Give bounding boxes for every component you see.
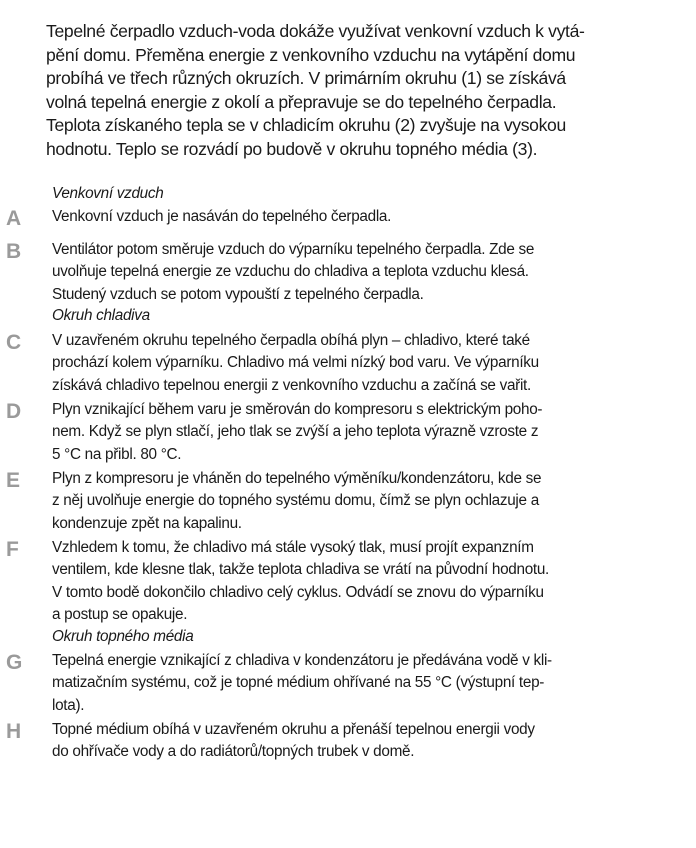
item-line: Ventilátor potom směruje vzduch do výparníku tepelného čerpadla. Zde se — [52, 241, 535, 258]
item-text — [52, 206, 682, 228]
item-line: prochází kolem výparníku. Chladivo má velmi nízký bod varu. Ve výparníku — [52, 354, 539, 372]
item-line: Topné médium obíhá v uzavřeném okruhu a přenáší tepelnou energii vody — [52, 721, 535, 738]
item-text — [52, 468, 682, 535]
intro-line: hodnotu. Teplo se rozvádí po budově v okruhu topného média (3). — [46, 138, 538, 159]
intro-line: Tepelné čerpadlo vzduch-voda dokáže využívat venkovní vzduch k vytá- — [46, 21, 585, 41]
item-line: z něj uvolňuje energie do topného systému domu, čímž se plyn ochlazuje a — [52, 492, 539, 510]
item-line: V uzavřeném okruhu tepelného čerpadla obíhá plyn – chladivo, které také — [52, 332, 530, 349]
item-text — [52, 650, 682, 717]
intro-line: probíhá ve třech různých okruzích. V primárním okruhu (1) se získává — [46, 68, 566, 88]
item-line: nem. Když se plyn stlačí, jeho tlak se zvýší a jeho teplota výrazně vzroste z — [52, 423, 539, 441]
intro-line: pění domu. Přeměna energie z venkovního vzduchu na vytápění domu — [46, 44, 576, 65]
item-letter: B — [6, 240, 22, 263]
item-text — [52, 399, 682, 466]
item-line: lota). — [52, 696, 85, 714]
item-letter: C — [6, 331, 22, 354]
item-letter: F — [6, 538, 19, 561]
intro-paragraph — [46, 20, 686, 161]
item-text — [52, 330, 682, 397]
section-title-okruh-chladiva: Okruh chladiva — [52, 307, 150, 324]
item-line: Tepelná energie vznikající z chladiva v kondenzátoru je předávána vodě v kli- — [52, 652, 552, 669]
item-line: získává chladivo tepelnou energii z venkovního vzduchu a začíná se vařit. — [52, 376, 531, 394]
item-letter: G — [6, 651, 23, 674]
item-line: ventilem, kde klesne tlak, takže teplota chladiva se vrátí na původní hodnotu. — [52, 561, 550, 579]
item-line: Plyn vznikající během varu je směrován do kompresoru s elektrickým poho- — [52, 401, 543, 418]
section-title-okruh-topneho-media: Okruh topného média — [52, 628, 194, 645]
item-line: matizačním systému, což je topné médium ohřívané na 55 °C (výstupní tep- — [52, 674, 545, 692]
item-line: Vzhledem k tomu, že chladivo má stále vysoký tlak, musí projít expanzním — [52, 539, 534, 556]
item-line: kondenzuje zpět na kapalinu. — [52, 514, 242, 532]
item-line: Venkovní vzduch je nasáván do tepelného čerpadla. — [52, 208, 392, 225]
item-letter: D — [6, 400, 22, 423]
section-title-venkovni-vzduch: Venkovní vzduch — [52, 185, 164, 202]
item-line: do ohřívače vody a do radiátorů/topných trubek v domě. — [52, 743, 415, 761]
item-text — [52, 719, 682, 764]
item-line: Plyn z kompresoru je vháněn do tepelného výměníku/kondenzátoru, kde se — [52, 470, 542, 487]
intro-line: Teplota získaného tepla se v chladicím okruhu (2) zvyšuje na vysokou — [46, 115, 566, 135]
item-line: V tomto bodě dokončilo chladivo celý cyklus. Odvádí se znovu do výparníku — [52, 583, 544, 601]
item-letter: E — [6, 469, 21, 492]
item-line: Studený vzduch se potom vypouští z tepelného čerpadla. — [52, 285, 424, 303]
item-letter: A — [6, 207, 22, 230]
item-line: a postup se opakuje. — [52, 605, 188, 623]
item-line: 5 °C na přibl. 80 °C. — [52, 445, 182, 463]
item-line: uvolňuje tepelná energie ze vzduchu do chladiva a teplota vzduchu klesá. — [52, 263, 529, 281]
item-letter: H — [6, 720, 22, 743]
item-text — [52, 239, 682, 306]
intro-line: volná tepelná energie z okolí a přepravuje se do tepelného čerpadla. — [46, 91, 557, 112]
item-text — [52, 537, 682, 626]
